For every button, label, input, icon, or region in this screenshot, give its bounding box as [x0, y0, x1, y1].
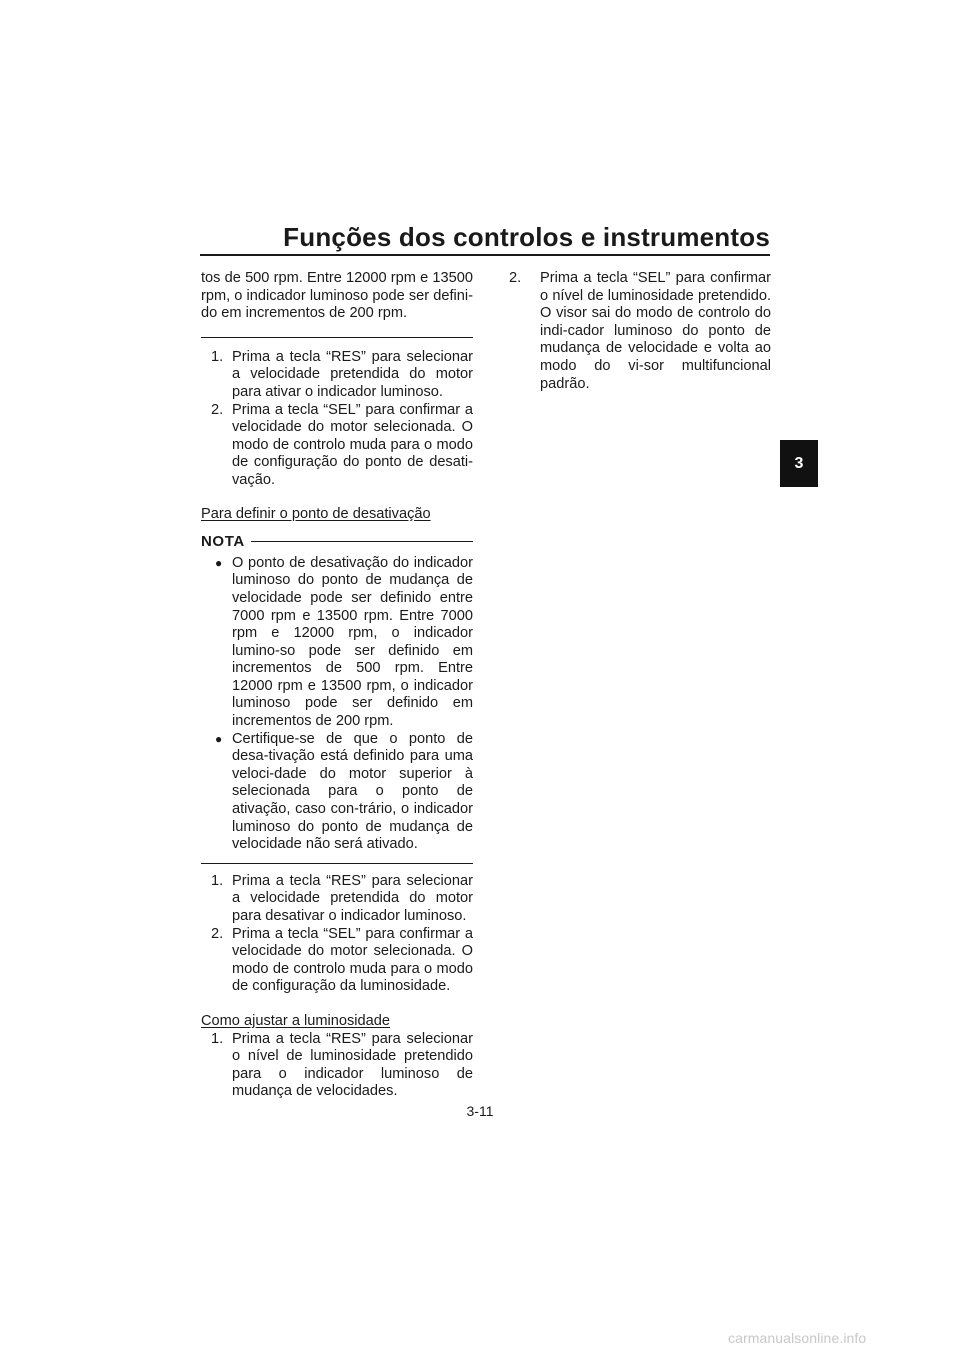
section-divider: [201, 337, 473, 338]
list-item: [201, 731, 473, 854]
step-text: Prima a tecla “RES” para selecionar o nível de luminosidade pretendido para o indicador luminoso de mudança de velocidades.: [232, 1030, 473, 1100]
list-item: [509, 270, 771, 393]
list-item: [201, 873, 473, 926]
list-item: [201, 402, 473, 490]
subheading-deactivation: Para definir o ponto de desativação: [201, 505, 431, 522]
list-item: [201, 926, 473, 996]
watermark: carmanualsonline.info: [728, 1330, 867, 1346]
page-title: Funções dos controlos e instrumentos: [283, 222, 770, 252]
step-text: Prima a tecla “SEL” para confirmar a velocidade do motor selecionada. O modo de controlo muda para o modo de configuração do ponto de desati-vação.: [232, 401, 473, 488]
right-column: [509, 270, 771, 393]
step-number: 2.: [509, 270, 522, 286]
deactivation-steps: [201, 873, 473, 996]
title-rule: [200, 254, 770, 256]
bullet-icon: ●: [215, 555, 223, 570]
list-item: [201, 1031, 473, 1101]
nota-rule: [251, 541, 473, 542]
step-number: 1.: [211, 1030, 224, 1047]
step-text: Prima a tecla “RES” para selecionar a velocidade pretendida do motor para ativar o indicador luminoso.: [232, 348, 473, 400]
nota-bullets: [201, 555, 473, 854]
step-number: 2.: [211, 925, 224, 942]
bullet-text: Certifique-se de que o ponto de desa-tivação está definido para uma veloci-dade do motor superior à selecionada para o ponto de ativação, caso con-trário, o indicador luminoso do ponto de mudança de velocidade não será ativado.: [232, 730, 473, 853]
nota-label: NOTA: [201, 533, 245, 551]
bullet-icon: ●: [215, 731, 223, 746]
nota-header: [201, 533, 473, 551]
list-item: [201, 555, 473, 731]
intro-paragraph: tos de 500 rpm. Entre 12000 rpm e 13500 rpm, o indicador luminoso pode ser defini-do em incrementos de 200 rpm.: [201, 270, 473, 322]
list-item: [201, 349, 473, 402]
step-text: Prima a tecla “SEL” para confirmar a velocidade do motor selecionada. O modo de controlo muda para o modo de configuração da luminosidade.: [232, 925, 473, 995]
brightness-steps: [201, 1031, 473, 1101]
step-text: Prima a tecla “RES” para selecionar a velocidade pretendida do motor para desativar o indicador luminoso.: [232, 872, 473, 924]
bullet-text: O ponto de desativação do indicador luminoso do ponto de mudança de velocidade pode ser definido entre 7000 rpm e 13500 rpm. Entre 7000 rpm e 12000 rpm, o indicador lumino-so pode ser definido em incrementos de 500 rpm. Entre 12000 rpm e 13500 rpm, o indicador luminoso pode ser definido em incrementos de 200 rpm.: [232, 554, 473, 730]
chapter-tab: 3: [780, 440, 818, 487]
step-number: 2.: [211, 401, 224, 418]
brightness-confirm-steps: [509, 270, 771, 393]
page-number: 3-11: [466, 1103, 494, 1119]
activation-steps: [201, 349, 473, 490]
step-number: 1.: [211, 348, 224, 365]
step-number: 1.: [211, 872, 224, 889]
left-column: [201, 270, 473, 1101]
step-text: Prima a tecla “SEL” para confirmar o nível de luminosidade pretendido. O visor sai do modo de controlo do indi-cador luminoso do ponto de mudança de velocidade e volta ao modo do vi-sor multifuncional padrão.: [540, 270, 771, 392]
subheading-brightness: Como ajustar a luminosidade: [201, 1012, 391, 1029]
nota-end-rule: [201, 863, 473, 864]
